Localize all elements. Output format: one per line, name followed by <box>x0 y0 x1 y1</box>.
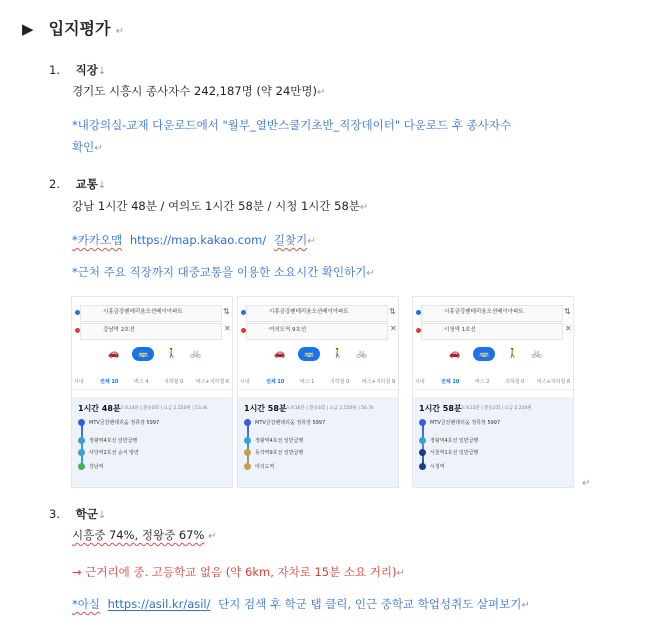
destination-field[interactable] <box>421 323 563 340</box>
route-tab[interactable]: 버스+지하철 6 <box>196 379 230 385</box>
route-tab[interactable]: 전체 10 <box>100 379 119 385</box>
route-tab[interactable]: 버스+지하철 9 <box>362 379 396 385</box>
section-1-header <box>49 62 106 80</box>
close-icon[interactable]: ✕ <box>390 324 397 333</box>
route-tabs <box>413 377 573 390</box>
line-mark: ↓ <box>97 66 107 77</box>
origin-text: 시흥금강펜테리움오션베이아파트 <box>103 309 183 315</box>
section-1-note <box>72 117 511 133</box>
route-stop <box>419 463 445 470</box>
para-mark: ↵ <box>521 600 530 611</box>
transit-note <box>72 264 375 282</box>
walk-icon[interactable]: 🚶 <box>332 349 344 359</box>
stop-name: MTV금강펜테리움 정류장 5997 <box>255 420 326 426</box>
route-tab[interactable]: 지하철 0 <box>164 379 184 385</box>
para-mark: ↵ <box>366 268 375 279</box>
route-panel <box>237 296 399 488</box>
close-icon[interactable]: ✕ <box>565 324 572 333</box>
para-mark: ↵ <box>316 87 326 98</box>
origin-field[interactable] <box>246 305 388 322</box>
commute-times: 강남 1시간 48분 / 여의도 1시간 58분 / 시청 1시간 58분 <box>72 199 360 213</box>
walk-icon[interactable]: 🚶 <box>166 349 178 359</box>
stop-marker-icon <box>244 463 251 470</box>
swap-icon[interactable]: ⇅ <box>389 307 396 316</box>
transport-modes <box>413 347 573 363</box>
section-3-header <box>49 506 106 524</box>
para-mark: ↵ <box>396 568 405 579</box>
section-title: 학군 <box>75 507 98 521</box>
bike-icon[interactable]: 🚲 <box>531 349 543 359</box>
title-bullet-icon: ▶ <box>22 20 34 38</box>
stop-marker-icon <box>419 463 426 470</box>
stop-name: 정왕역4호선 일반급행 <box>89 438 138 444</box>
title-row <box>22 16 124 39</box>
destination-text: 시청역 1호선 <box>444 327 476 333</box>
origin-field[interactable] <box>421 305 563 322</box>
route-stop <box>419 449 478 456</box>
route-tab[interactable]: 전체 10 <box>266 379 285 385</box>
para-mark: ↵ <box>307 236 316 247</box>
route-tab[interactable]: 지하철 0 <box>330 379 350 385</box>
route-tab[interactable]: 시내 <box>240 379 250 385</box>
route-tab[interactable]: 버스 2 <box>475 379 490 385</box>
route-result[interactable] <box>413 397 573 487</box>
walk-icon[interactable]: 🚶 <box>507 349 519 359</box>
transport-modes <box>238 347 398 363</box>
destination-text: 여의도역 9호선 <box>269 327 307 333</box>
school-rates: 시흥중 74%, 정왕중 67% <box>72 528 205 542</box>
route-stop <box>419 437 478 444</box>
line-mark: ↓ <box>97 510 107 521</box>
route-result[interactable] <box>238 397 398 487</box>
route-time: 1시간 58분 <box>419 404 462 413</box>
asil-note <box>72 596 530 614</box>
stop-name: 정왕역4호선 일반급행 <box>255 438 304 444</box>
asil-label: *아실 <box>72 597 100 611</box>
origin-text: 시흥금강펜테리움오션베이아파트 <box>444 309 524 315</box>
stop-marker-icon <box>78 463 85 470</box>
car-icon[interactable]: 🚗 <box>274 349 286 359</box>
route-tab[interactable]: 시내 <box>415 379 425 385</box>
route-tab[interactable]: 시내 <box>74 379 84 385</box>
section-2-line <box>72 198 368 216</box>
kakao-tail: 길찾기 <box>273 233 308 247</box>
route-panel <box>412 296 574 488</box>
section-title: 직장 <box>75 63 98 77</box>
route-stop <box>78 437 137 444</box>
route-time: 1시간 58분 <box>244 404 287 413</box>
school-arrow-note <box>72 564 405 582</box>
stop-marker-icon <box>244 419 251 426</box>
car-icon[interactable]: 🚗 <box>108 349 120 359</box>
note-text: *내강의실-교재 다운로드에서 "월부_열반스쿨기초반_직장데이터" 다운로드 후 종사자수 <box>72 118 512 132</box>
route-panel <box>71 296 233 488</box>
close-icon[interactable]: ✕ <box>224 324 231 333</box>
destination-text: 강남역 2호선 <box>103 327 135 333</box>
swap-icon[interactable]: ⇅ <box>223 307 230 316</box>
note-text: *근처 주요 직장까지 대중교통을 이용한 소요시간 확인하기 <box>72 265 367 279</box>
stop-marker-icon <box>419 437 426 444</box>
bus-icon[interactable]: 🚌 <box>473 347 495 361</box>
stop-name: 서울역1호선 일반급행 <box>430 450 479 456</box>
route-stop <box>78 419 159 426</box>
stop-marker-icon <box>78 419 85 426</box>
section-number: 2. <box>49 177 60 191</box>
transport-modes <box>72 347 232 363</box>
stop-name: 사당역2호선 순서 방면 <box>89 450 139 456</box>
route-summary: 도보14분 | 환승0회 | 요금 2,550원 | 53.4k <box>120 406 208 411</box>
section-title: 교통 <box>75 177 98 191</box>
stop-marker-icon <box>78 437 85 444</box>
route-stop <box>78 463 104 470</box>
stop-name: 정왕역4호선 일반급행 <box>430 438 479 444</box>
kakao-note <box>72 232 316 250</box>
bus-icon[interactable]: 🚌 <box>298 347 320 361</box>
route-tab[interactable]: 버스 1 <box>300 379 315 385</box>
section-number: 3. <box>49 507 60 521</box>
kakao-link[interactable]: https://map.kakao.com/ <box>129 233 267 247</box>
route-stop <box>244 463 274 470</box>
section-1-note-2 <box>72 139 103 157</box>
section-number: 1. <box>49 63 60 77</box>
line-mark: ↓ <box>97 180 107 191</box>
para-mark: ↵ <box>359 202 369 213</box>
route-result[interactable] <box>72 397 232 487</box>
stop-name: 여의도역 <box>255 464 275 470</box>
route-time: 1시간 48분 <box>78 404 121 413</box>
para-mark: ↵ <box>582 478 591 489</box>
route-stop <box>244 449 303 456</box>
route-tab[interactable]: 전체 10 <box>441 379 460 385</box>
para-mark: ↵ <box>208 531 217 542</box>
stop-name: 동작역9호선 일반급행 <box>255 450 304 456</box>
page-title: 입지평가 <box>48 19 111 38</box>
route-stop <box>244 419 325 426</box>
note-text: 확인 <box>72 140 95 154</box>
bike-icon[interactable]: 🚲 <box>356 349 368 359</box>
route-stop <box>419 419 500 426</box>
kakao-label: *카카오맵 <box>72 233 123 247</box>
route-tab[interactable]: 버스 4 <box>134 379 149 385</box>
route-stop <box>78 449 139 456</box>
destination-field[interactable] <box>246 323 388 340</box>
asil-tail: 단지 검색 후 학군 탭 클릭, 인근 중학교 학업성취도 살펴보기 <box>218 597 522 611</box>
car-icon[interactable]: 🚗 <box>449 349 461 359</box>
route-summary: 도보15분 | 환승2회 | 요금 2,250원 <box>461 406 532 411</box>
route-summary: 도보16분 | 환승3회 | 요금 2,550원 | 56.7k <box>286 406 374 411</box>
para-mark: ↵ <box>94 143 103 154</box>
stop-name: MTV금강펜테리움 정류장 5997 <box>89 420 160 426</box>
stop-marker-icon <box>78 449 85 456</box>
stop-marker-icon <box>244 449 251 456</box>
swap-icon[interactable]: ⇅ <box>564 307 571 316</box>
section-1-line <box>72 83 325 101</box>
section-3-line <box>72 527 216 545</box>
section-2-header <box>49 176 106 194</box>
stop-name: MTV금강펜테리움 정류장 5997 <box>430 420 501 426</box>
route-tabs <box>72 377 232 390</box>
bike-icon[interactable]: 🚲 <box>190 349 202 359</box>
stop-marker-icon <box>244 437 251 444</box>
origin-field[interactable] <box>80 305 222 322</box>
para-mark: ↵ <box>115 26 124 37</box>
bus-icon[interactable]: 🚌 <box>132 347 154 361</box>
origin-text: 시흥금강펜테리움오션베이아파트 <box>269 309 349 315</box>
route-stop <box>244 437 303 444</box>
route-tabs <box>238 377 398 390</box>
stop-name: 강남역 <box>89 464 104 470</box>
school-distance-note: → 근거리에 중. 고등학교 없음 (약 6km, 자차로 15분 소요 거리) <box>72 565 397 579</box>
workers-text: 경기도 시흥시 종사자수 242,187명 (약 24만명) <box>72 84 317 98</box>
stop-marker-icon <box>419 449 426 456</box>
route-tab[interactable]: 버스+지하철 8 <box>537 379 571 385</box>
stop-marker-icon <box>419 419 426 426</box>
asil-link[interactable]: https://asil.kr/asil/ <box>107 597 211 611</box>
stop-name: 시청역 <box>430 464 445 470</box>
destination-field[interactable] <box>80 323 222 340</box>
route-tab[interactable]: 지하철 0 <box>505 379 525 385</box>
